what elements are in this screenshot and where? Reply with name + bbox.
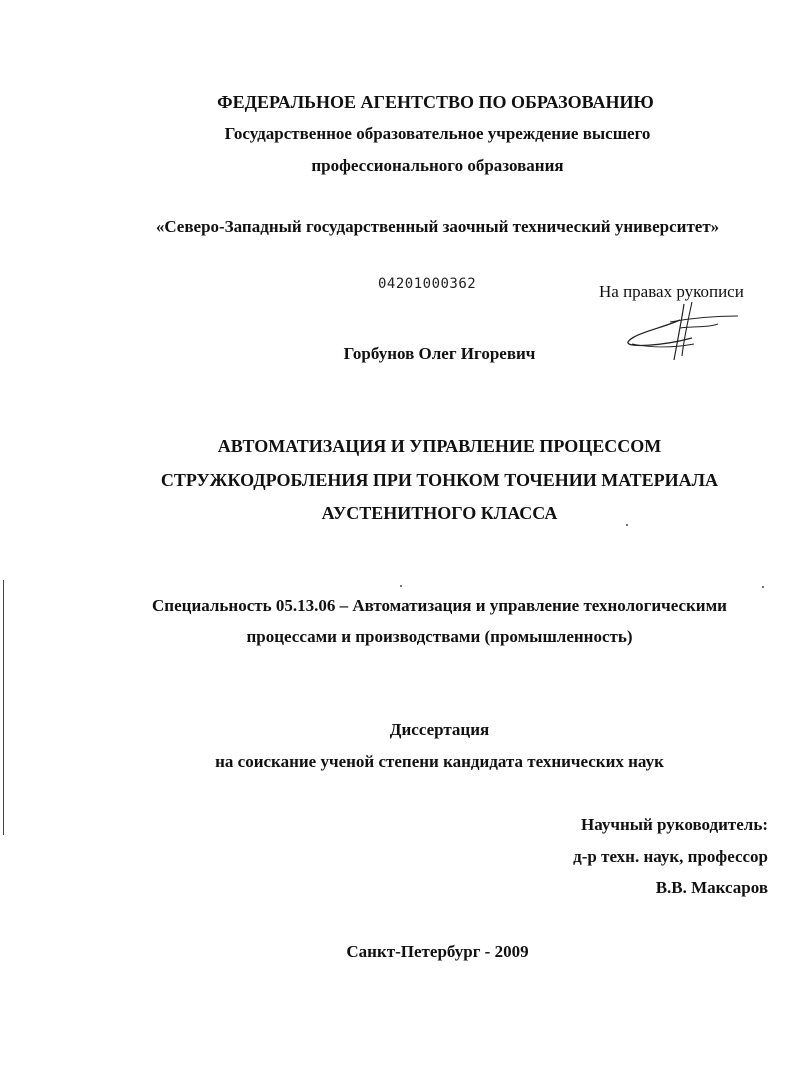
thesis-title-line-1: АВТОМАТИЗАЦИЯ И УПРАВЛЕНИЕ ПРОЦЕССОМ bbox=[217, 436, 662, 456]
agency-heading: ФЕДЕРАЛЬНОЕ АГЕНТСТВО ПО ОБРАЗОВАНИЮ bbox=[217, 92, 654, 112]
dissertation-degree: на соискание ученой степени кандидата технических наук bbox=[215, 752, 664, 771]
thesis-title-line-3: АУСТЕНИТНОГО КЛАССА bbox=[321, 503, 558, 523]
city-year: Санкт-Петербург - 2009 bbox=[346, 942, 529, 961]
specialty-line-2: процессами и производствами (промышленность) bbox=[246, 627, 633, 646]
dissertation-label: Диссертация bbox=[389, 720, 490, 739]
author-name: Горбунов Олег Игоревич bbox=[343, 344, 536, 363]
scan-speck bbox=[626, 524, 628, 526]
scan-margin-line bbox=[3, 580, 4, 835]
scan-speck bbox=[400, 585, 402, 587]
specialty-line-1: Специальность 05.13.06 – Автоматизация и управление технологическими bbox=[152, 596, 727, 615]
supervisor-degree: д-р техн. наук, профессор bbox=[573, 847, 768, 866]
university-name: «Северо-Западный государственный заочный технический университет» bbox=[155, 217, 720, 236]
supervisor-label: Научный руководитель: bbox=[581, 815, 768, 834]
supervisor-name: В.В. Максаров bbox=[655, 878, 768, 897]
library-stamp-number: 04201000362 bbox=[378, 276, 477, 292]
institution-line-1: Государственное образовательное учреждение высшего bbox=[224, 124, 651, 143]
manuscript-rights-label: На правах рукописи bbox=[599, 282, 744, 301]
scan-speck bbox=[762, 586, 764, 588]
institution-line-2: профессионального образования bbox=[311, 156, 564, 175]
thesis-title-line-2: СТРУЖКОДРОБЛЕНИЯ ПРИ ТОНКОМ ТОЧЕНИИ МАТЕРИАЛА bbox=[160, 470, 719, 490]
